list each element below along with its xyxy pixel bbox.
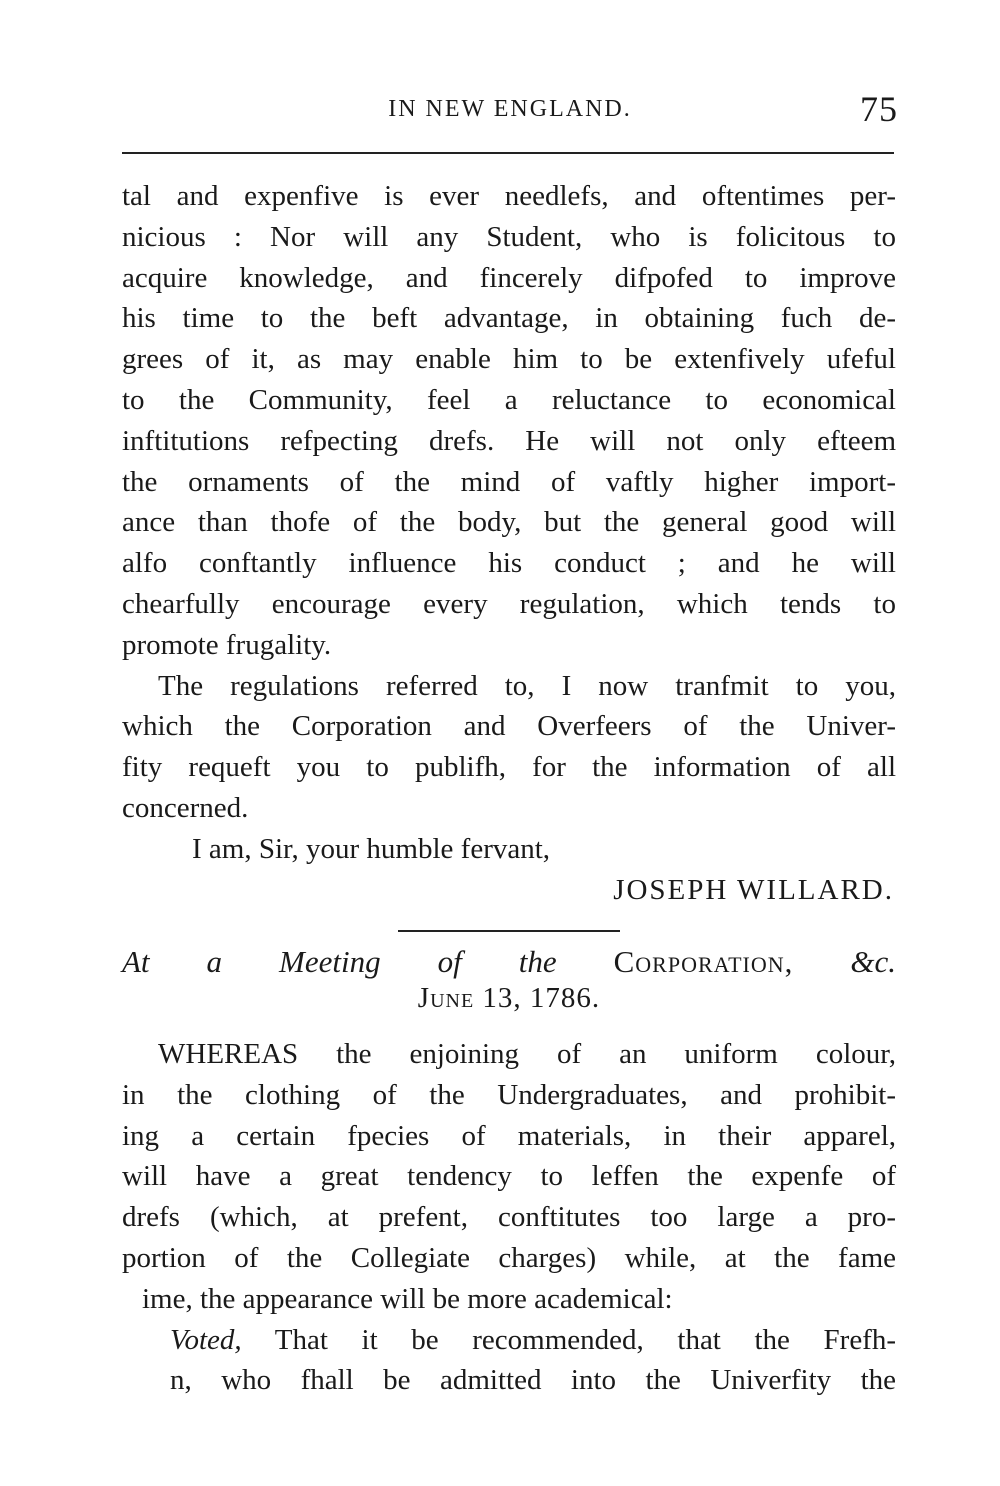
voted-text: That it be recommended, that the Frefh-	[241, 1323, 896, 1356]
resolution-line: ime, the appearance will be more academical:	[142, 1282, 673, 1315]
section-rule	[398, 930, 620, 932]
resolution-line: portion of the Collegiate charges) while, at the fame	[122, 1241, 896, 1274]
letter-line: chearfully encourage every regulation, which tends to	[122, 587, 896, 620]
letter-line: acquire knowledge, and fincerely difpofed to improve	[122, 261, 896, 294]
letter-line: his time to the beft advantage, in obtaining fuch de-	[122, 302, 896, 335]
letter-line: ance than thofe of the body, but the general good will	[122, 506, 896, 539]
letter-line: grees of it, as may enable him to be extenfively ufeful	[122, 343, 896, 376]
letter-line: promote frugality.	[122, 628, 332, 661]
letter-line: nicious : Nor will any Student, who is folicitous to	[122, 220, 896, 253]
letter-line: The regulations referred to, I now tranfmit to you,	[158, 669, 896, 702]
letter-line: alfo conftantly influence his conduct ; and he will	[122, 547, 896, 580]
voted-line	[122, 1320, 896, 1361]
letter-signature: JOSEPH WILLARD.	[613, 873, 894, 906]
voted-word: Voted,	[170, 1323, 242, 1356]
resolution-body	[122, 1034, 896, 1401]
page-number: 75	[860, 89, 898, 129]
header-rule	[122, 152, 894, 154]
letter-body	[122, 176, 896, 910]
letter-line: the ornaments of the mind of vaftly higher import-	[122, 465, 896, 498]
resolution-line: drefs (which, at prefent, conftitutes too large a pro-	[122, 1201, 896, 1234]
meeting-heading-body: Corporation,	[613, 944, 794, 979]
letter-line: fity requeft you to publifh, for the information of all	[122, 751, 896, 784]
letter-line: concerned.	[122, 791, 249, 824]
meeting-heading-suffix: &c.	[850, 944, 896, 979]
resolution-line: ing a certain fpecies of materials, in their apparel,	[122, 1119, 896, 1152]
resolution-line: in the clothing of the Undergraduates, and prohibit-	[122, 1078, 896, 1111]
letter-line: to the Community, feel a reluctance to economical	[122, 383, 896, 416]
resolution-line: n, who fhall be admitted into the Univerfity the	[170, 1364, 896, 1397]
meeting-date: June 13, 1786.	[417, 982, 601, 1014]
letter-line: which the Corporation and Overfeers of the Univer-	[122, 710, 896, 743]
running-head-title: IN NEW ENGLAND.	[388, 96, 632, 122]
resolution-line: WHEREAS the enjoining of an uniform colour,	[158, 1038, 896, 1070]
meeting-heading-prefix: At a Meeting of the	[122, 944, 557, 979]
letter-line: inftitutions refpecting drefs. He will not only efteem	[122, 424, 896, 457]
letter-closing: I am, Sir, your humble fervant,	[192, 832, 551, 865]
running-head	[122, 88, 898, 138]
resolution-line: will have a great tendency to leffen the expenfe of	[122, 1160, 896, 1193]
letter-line: tal and expenfive is ever needlefs, and oftentimes per-	[122, 180, 896, 212]
